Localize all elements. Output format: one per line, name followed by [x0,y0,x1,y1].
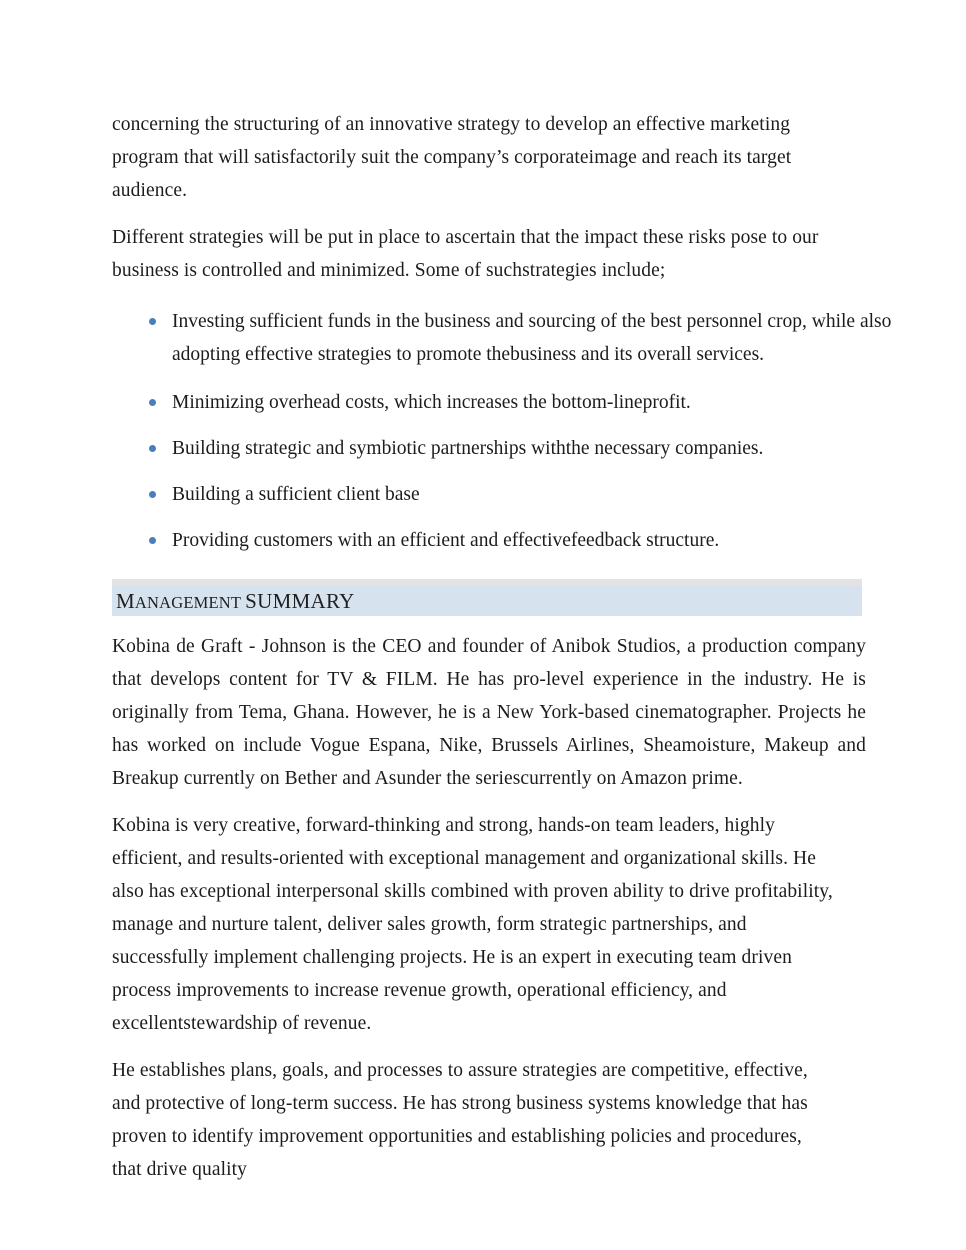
list-item [112,305,912,371]
bullet-dot-icon [149,399,156,406]
section-heading-band [112,579,862,616]
section-heading-word-summary: SUMMARY [245,589,355,613]
paragraph-plans: He establishes plans, goals, and processes to assure strategies are competitive, effective, and protective of long-term success. He has strong business systems knowledge that has proven to identify improvement opportunities and establishing policies and procedures, that drive quality [112,1060,808,1180]
list-item-label: Providing customers with an efficient and effectivefeedback structure. [172,530,720,551]
section-heading-word-management [116,589,242,613]
paragraph-intro: concerning the structuring of an innovative strategy to develop an effective marketing program that will satisfactorily suit the company’s corporateimage and reach its target audience. [112,114,792,201]
paragraph-strategies-lead: Different strategies will be put in place to ascertain that the impact these risks pose to our business is controlled and minimized. Some of suchstrategies include; [112,227,819,281]
paragraph-traits: Kobina is very creative, forward-thinking and strong, hands-on team leaders, highly efficient, and results-oriented with exceptional management and organizational skills. He also has exceptional interpersonal skills combined with proven ability to drive profitability, manage and nurture talent, deliver sales growth, form strategic partnerships, and successfully implement challenging projects. He is an expert in executing team driven process improvements to increase revenue growth, operational efficiency, and excellentstewardship of revenue. [112,815,833,1034]
section-heading-text [116,587,355,618]
bullet-dot-icon [149,537,156,544]
list-item-label: Building a sufficient client base [172,484,420,505]
section-heading-management-rest: ANAGEMENT [134,593,242,612]
list-item [112,386,912,419]
page-content [112,108,892,1194]
list-item [112,432,912,465]
section-heading-initial: M [116,589,135,613]
list-item-label: Investing sufficient funds in the business and sourcing of the best personnel crop, while also adopting effective strategies to promote thebusiness and its overall services. [172,311,892,365]
list-item [112,478,912,511]
list-item [112,524,912,557]
list-item-label: Building strategic and symbiotic partnerships withthe necessary companies. [172,438,764,459]
bullet-dot-icon [149,491,156,498]
strategies-bullet-list [112,305,892,557]
bullet-dot-icon [149,445,156,452]
paragraph-bio: Kobina de Graft - Johnson is the CEO and founder of Anibok Studios, a production company that develops content for TV & FILM. He has pro-level experience in the industry. He is originally from Tema, Ghana. However, he is a New York-based cinematographer. Projects he has worked on include Vogue Espana, Nike, Brussels Airlines, Sheamoisture, Makeup and Breakup currently on Bether and Asunder the seriescurrently on Amazon prime. [112,636,866,789]
list-item-label: Minimizing overhead costs, which increases the bottom-lineprofit. [172,392,691,413]
bullet-dot-icon [149,318,156,325]
